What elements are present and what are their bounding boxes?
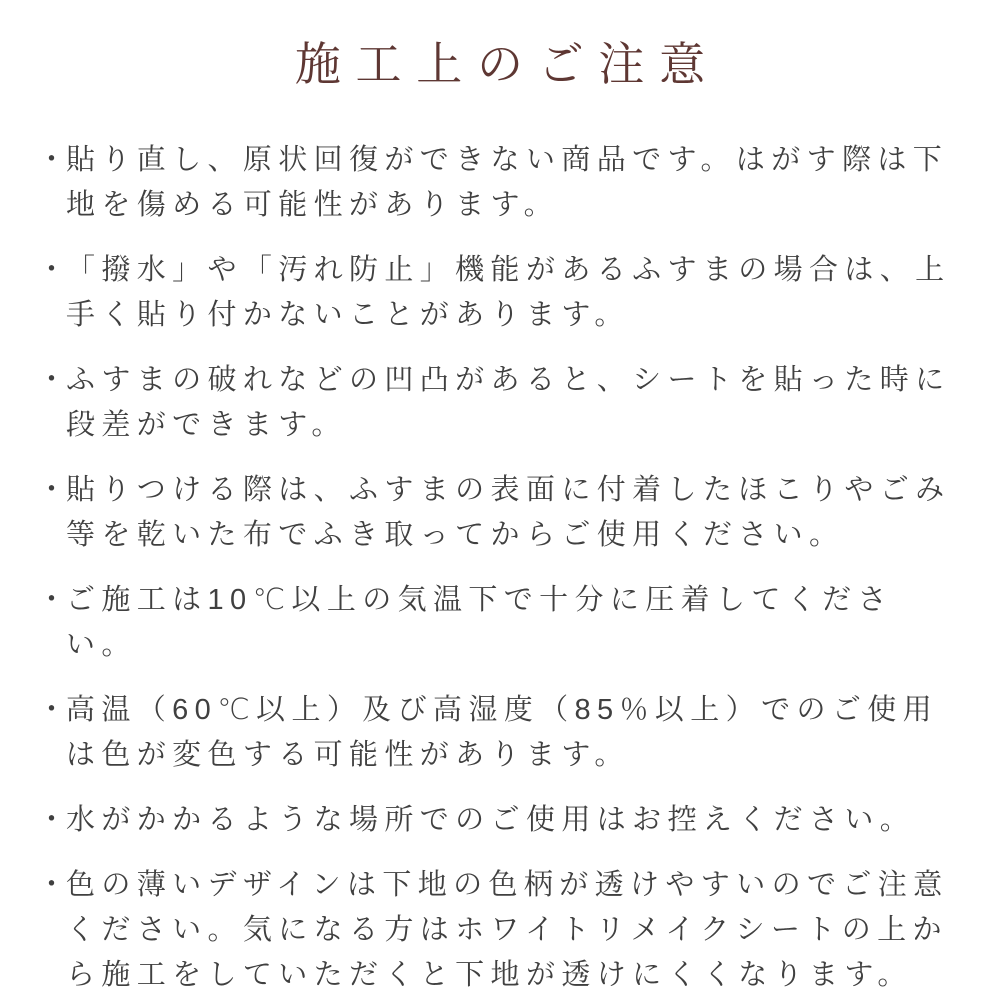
notice-item <box>37 798 956 843</box>
bullet-dot: ・ <box>37 868 67 901</box>
notice-text: 「撥水」や「汚れ防止」機能があるふすまの場合は、上手く貼り付かないことがあります。 <box>66 253 951 331</box>
notice-text: 水がかかるような場所でのご使用はお控えください。 <box>66 803 916 836</box>
notice-text: 色の薄いデザインは下地の色柄が透けやすいのでご注意ください。気になる方はホワイトリメイクシートの上から施工をしていただくと下地が透けにくくなります。 <box>66 868 949 991</box>
bullet-dot: ・ <box>37 253 67 286</box>
notice-item <box>37 468 956 558</box>
bullet-dot: ・ <box>37 803 67 836</box>
notice-item <box>37 578 956 668</box>
notice-text: 高温（60℃以上）及び高湿度（85％以上）でのご使用は色が変色する可能性があります。 <box>66 693 938 771</box>
notice-item <box>37 358 956 448</box>
bullet-dot: ・ <box>37 693 67 726</box>
notice-item <box>37 248 956 338</box>
notice-item <box>37 688 956 778</box>
page-title: 施工上のご注意 <box>294 38 720 90</box>
notice-text: ご施工は10℃以上の気温下で十分に圧着してください。 <box>66 583 893 661</box>
notice-text: ふすまの破れなどの凹凸があると、シートを貼った時に段差ができます。 <box>66 363 951 441</box>
bullet-dot: ・ <box>37 473 67 506</box>
notice-text: 貼りつける際は、ふすまの表面に付着したほこりやごみ等を乾いた布でふき取ってからご使用ください。 <box>66 473 951 551</box>
bullet-dot: ・ <box>37 363 67 396</box>
notice-list <box>37 138 956 998</box>
notice-text: 貼り直し、原状回復ができない商品です。はがす際は下地を傷める可能性があります。 <box>66 143 949 221</box>
bullet-dot: ・ <box>37 583 67 616</box>
notice-item <box>37 138 956 228</box>
notice-item <box>37 863 956 998</box>
bullet-dot: ・ <box>37 143 67 176</box>
